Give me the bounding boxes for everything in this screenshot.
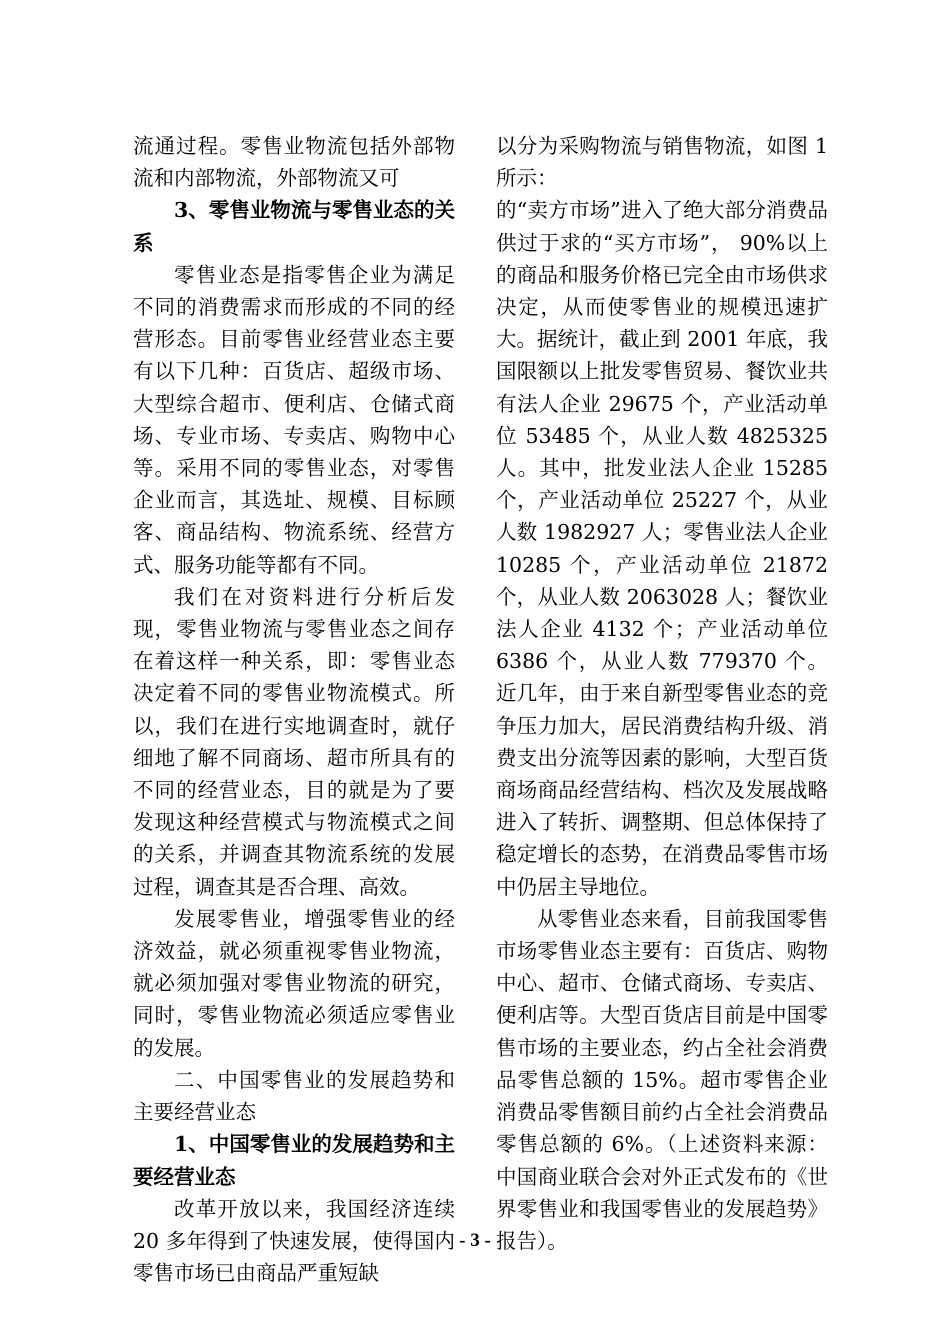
paragraph: 流通过程。零售业物流包括外部物流和内部物流，外部物流又可 [133,134,455,191]
paragraph: 发展零售业，增强零售业的经济效益，就必须重视零售业物流，就必须加强对零售业物流的研究，同时，零售业物流必须适应零售业的发展。 [133,906,455,1060]
paragraph: 以分为采购物流与销售物流，如图 1 所示： [496,134,828,191]
paragraph: 我们在对资料进行分析后发现，零售业物流与零售业态之间存在着这样一种关系，即：零售业态决定着不同的零售业物流模式。所以，我们在进行实地调查时，就仔细地了解不同商场、超市所具有的不同的经营业态，目的就是为了要发现这种经营模式与物流模式之间的关系，并调查其物流系统的发展过程，调查其是否合理、高效。 [133,584,455,899]
paragraph: 的“卖方市场”进入了绝大部分消费品供过于求的“买方市场”， 90%以上的商品和服务价格已完全由市场供求决定，从而使零售业的规模迅速扩大。据统计，截止到 2001 年底，我国限额以上批发零售贸易、餐饮业共有法人企业 29675 个，产业活动单位 53485 个，从业人数 4825325 人。其中，批发业法人企业 15285 个，产业活动单位 25227 个，从业人数 1982927 人；零售业法人企业 10285 个，产业活动单位 21872 个，从业人数 2063028 人；餐饮业法人企业 4132 个；产业活动单位 6386 个，从业人数 779370 个。近几年，由于来自新型零售业态的竞争压力加大，居民消费结构升级、消费支出分流等因素的影响，大型百货商场商品经营结构、档次及发展战略进入了转折、调整期、但总体保持了稳定增长的态势，在消费品零售市场中仍居主导地位。 [496,198,828,899]
paragraph: 零售业态是指零售企业为满足不同的消费需求而形成的不同的经营形态。目前零售业经营业态主要有以下几种：百货店、超级市场、大型综合超市、便利店、仓储式商场、专业市场、专卖店、购物中心等。采用不同的零售业态，对零售企业而言，其选址、规模、目标顾客、商品结构、物流系统、经营方式、服务功能等都有不同。 [133,262,455,577]
left-column [133,130,455,1289]
paragraph: 改革开放以来，我国经济连续 20 多年得到了快速发展，使得国内零售市场已由商品严重短缺 [133,1196,455,1286]
subsection-heading: 3、零售业物流与零售业态的关系 [133,198,455,255]
paragraph: 从零售业态来看，目前我国零售市场零售业态主要有：百货店、购物中心、超市、仓储式商场、专卖店、便利店等。大型百货店目前是中国零售市场的主要业态，约占全社会消费品零售总额的 15%。超市零售企业消费品零售额目前约占全社会消费品零售总额的 6%。（上述资料来源：中国商业联合会对外正式发布的《世界零售业和我国零售业的发展趋势》报告）。 [496,906,828,1253]
page-number: - 3 - [459,1230,491,1251]
right-column [496,130,828,1257]
subsection-heading: 1、中国零售业的发展趋势和主要经营业态 [133,1132,455,1189]
section-heading: 二、中国零售业的发展趋势和主要经营业态 [133,1067,455,1125]
